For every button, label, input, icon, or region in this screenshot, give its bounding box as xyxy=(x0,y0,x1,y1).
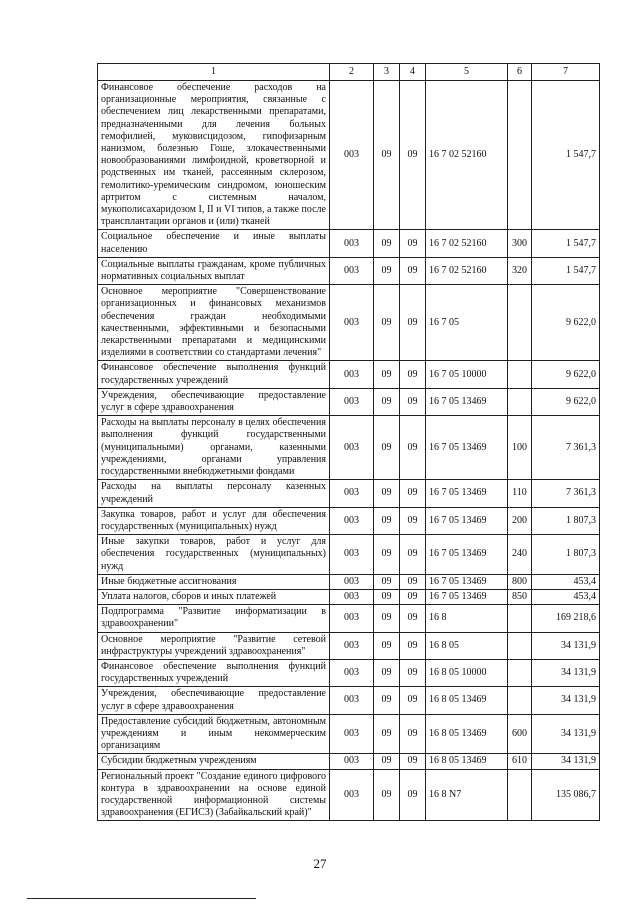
row-section-cell: 09 xyxy=(374,285,400,361)
row-section-cell: 09 xyxy=(374,230,400,257)
row-expense-type-cell: 600 xyxy=(508,714,532,754)
row-section-cell: 09 xyxy=(374,257,400,284)
row-subsection-cell: 09 xyxy=(400,754,426,769)
row-code-admin-cell: 003 xyxy=(330,754,374,769)
row-section-cell: 09 xyxy=(374,687,400,714)
row-expense-type-cell xyxy=(508,388,532,415)
row-section-cell: 09 xyxy=(374,480,400,507)
row-expense-type-cell xyxy=(508,81,532,230)
header-col-1: 1 xyxy=(98,64,330,81)
row-code-admin-cell: 003 xyxy=(330,605,374,632)
table-row xyxy=(98,632,600,659)
row-code-admin-cell: 003 xyxy=(330,285,374,361)
row-expense-type-cell xyxy=(508,769,532,821)
row-target-article-cell: 16 8 xyxy=(426,605,508,632)
row-name-cell: Расходы на выплаты персоналу казенных учреждений xyxy=(98,480,330,507)
row-code-admin-cell: 003 xyxy=(330,81,374,230)
row-target-article-cell: 16 8 05 13469 xyxy=(426,714,508,754)
row-expense-type-cell: 240 xyxy=(508,535,532,575)
row-target-article-cell: 16 7 05 13469 xyxy=(426,535,508,575)
row-target-article-cell: 16 8 N7 xyxy=(426,769,508,821)
table-row xyxy=(98,230,600,257)
row-amount-cell: 34 131,9 xyxy=(532,714,600,754)
row-amount-cell: 9 622,0 xyxy=(532,388,600,415)
row-code-admin-cell: 003 xyxy=(330,535,374,575)
row-name-cell: Основное мероприятие "Совершенствование организационных и финансовых механизмов обеспечения граждан необходимыми качественными, эффективными и безопасными лекарственными препаратами и медицинскими изделиями в соответствии со стандартами лечения" xyxy=(98,285,330,361)
header-col-2: 2 xyxy=(330,64,374,81)
header-col-6: 6 xyxy=(508,64,532,81)
row-name-cell: Субсидии бюджетным учреждениям xyxy=(98,754,330,769)
row-section-cell: 09 xyxy=(374,361,400,388)
row-amount-cell: 7 361,3 xyxy=(532,480,600,507)
row-amount-cell: 34 131,9 xyxy=(532,632,600,659)
row-section-cell: 09 xyxy=(374,416,400,480)
row-name-cell: Учреждения, обеспечивающие предоставление услуг в сфере здравоохранения xyxy=(98,388,330,415)
row-code-admin-cell: 003 xyxy=(330,507,374,534)
row-subsection-cell: 09 xyxy=(400,589,426,604)
row-subsection-cell: 09 xyxy=(400,659,426,686)
row-expense-type-cell xyxy=(508,659,532,686)
table-row xyxy=(98,714,600,754)
row-subsection-cell: 09 xyxy=(400,605,426,632)
header-col-4: 4 xyxy=(400,64,426,81)
row-expense-type-cell: 800 xyxy=(508,574,532,589)
row-expense-type-cell xyxy=(508,687,532,714)
row-amount-cell: 9 622,0 xyxy=(532,285,600,361)
row-section-cell: 09 xyxy=(374,388,400,415)
row-section-cell: 09 xyxy=(374,659,400,686)
table-row xyxy=(98,480,600,507)
row-name-cell: Региональный проект "Создание единого цифрового контура в здравоохранении на основе единой государственной информационной системы здравоохранения (ЕГИСЗ) (Забайкальский край)" xyxy=(98,769,330,821)
row-target-article-cell: 16 7 05 10000 xyxy=(426,361,508,388)
row-amount-cell: 453,4 xyxy=(532,574,600,589)
row-name-cell: Учреждения, обеспечивающие предоставление услуг в сфере здравоохранения xyxy=(98,687,330,714)
row-target-article-cell: 16 7 05 13469 xyxy=(426,574,508,589)
table-row xyxy=(98,285,600,361)
row-subsection-cell: 09 xyxy=(400,714,426,754)
row-subsection-cell: 09 xyxy=(400,687,426,714)
row-expense-type-cell xyxy=(508,632,532,659)
row-expense-type-cell: 320 xyxy=(508,257,532,284)
table-row xyxy=(98,507,600,534)
row-amount-cell: 1 807,3 xyxy=(532,535,600,575)
row-target-article-cell: 16 7 05 13469 xyxy=(426,480,508,507)
row-code-admin-cell: 003 xyxy=(330,632,374,659)
row-expense-type-cell xyxy=(508,605,532,632)
header-col-5: 5 xyxy=(426,64,508,81)
row-name-cell: Финансовое обеспечение расходов на организационные мероприятия, связанные с обеспечением лиц лекарственными препаратами, предназначенными для лечения больных гемофилией, муковисцидозом, гипофизарным нанизмом, болезнью Гоше, злокачественными новообразованиями лимфоидной, кроветворной и родственных им тканей, рассеянным склерозом, гемолитико-уремическим синдромом, юношеским артритом с системным началом, мукополисахаридозом I, II и VI типов, а также после трансплантации органов и (или) тканей xyxy=(98,81,330,230)
row-section-cell: 09 xyxy=(374,81,400,230)
row-amount-cell: 34 131,9 xyxy=(532,754,600,769)
footer-divider xyxy=(27,898,256,899)
table-row xyxy=(98,535,600,575)
row-subsection-cell: 09 xyxy=(400,388,426,415)
row-expense-type-cell: 200 xyxy=(508,507,532,534)
row-target-article-cell: 16 7 05 13469 xyxy=(426,388,508,415)
row-name-cell: Финансовое обеспечение выполнения функций государственных учреждений xyxy=(98,361,330,388)
table-row xyxy=(98,361,600,388)
row-code-admin-cell: 003 xyxy=(330,714,374,754)
row-subsection-cell: 09 xyxy=(400,769,426,821)
row-name-cell: Финансовое обеспечение выполнения функций государственных учреждений xyxy=(98,659,330,686)
row-target-article-cell: 16 7 05 13469 xyxy=(426,589,508,604)
row-code-admin-cell: 003 xyxy=(330,480,374,507)
row-amount-cell: 1 807,3 xyxy=(532,507,600,534)
row-code-admin-cell: 003 xyxy=(330,257,374,284)
row-section-cell: 09 xyxy=(374,769,400,821)
row-section-cell: 09 xyxy=(374,574,400,589)
document-page xyxy=(97,63,599,821)
row-expense-type-cell: 110 xyxy=(508,480,532,507)
row-subsection-cell: 09 xyxy=(400,480,426,507)
row-name-cell: Основное мероприятие "Развитие сетевой инфраструктуры учреждений здравоохранения" xyxy=(98,632,330,659)
table-row xyxy=(98,574,600,589)
row-amount-cell: 34 131,9 xyxy=(532,659,600,686)
table-row xyxy=(98,769,600,821)
row-target-article-cell: 16 8 05 10000 xyxy=(426,659,508,686)
row-section-cell: 09 xyxy=(374,589,400,604)
row-target-article-cell: 16 8 05 xyxy=(426,632,508,659)
row-amount-cell: 7 361,3 xyxy=(532,416,600,480)
table-row xyxy=(98,605,600,632)
row-expense-type-cell xyxy=(508,361,532,388)
row-name-cell: Расходы на выплаты персоналу в целях обеспечения выполнения функций государственными (муниципальными) органами, казенными учреждениями, органами управления государственными внебюджетными фондами xyxy=(98,416,330,480)
row-target-article-cell: 16 7 05 13469 xyxy=(426,416,508,480)
row-name-cell: Иные закупки товаров, работ и услуг для обеспечения государственных (муниципальных) нужд xyxy=(98,535,330,575)
row-subsection-cell: 09 xyxy=(400,361,426,388)
row-amount-cell: 135 086,7 xyxy=(532,769,600,821)
row-section-cell: 09 xyxy=(374,754,400,769)
row-target-article-cell: 16 8 05 13469 xyxy=(426,754,508,769)
row-expense-type-cell: 610 xyxy=(508,754,532,769)
row-target-article-cell: 16 7 02 52160 xyxy=(426,257,508,284)
row-subsection-cell: 09 xyxy=(400,507,426,534)
row-target-article-cell: 16 7 02 52160 xyxy=(426,230,508,257)
row-amount-cell: 9 622,0 xyxy=(532,361,600,388)
row-subsection-cell: 09 xyxy=(400,285,426,361)
row-subsection-cell: 09 xyxy=(400,535,426,575)
row-code-admin-cell: 003 xyxy=(330,361,374,388)
table-body xyxy=(98,81,600,821)
table-row xyxy=(98,659,600,686)
row-code-admin-cell: 003 xyxy=(330,574,374,589)
row-target-article-cell: 16 7 05 xyxy=(426,285,508,361)
row-code-admin-cell: 003 xyxy=(330,416,374,480)
header-col-3: 3 xyxy=(374,64,400,81)
table-row xyxy=(98,589,600,604)
row-target-article-cell: 16 7 02 52160 xyxy=(426,81,508,230)
row-amount-cell: 34 131,9 xyxy=(532,687,600,714)
row-amount-cell: 169 218,6 xyxy=(532,605,600,632)
row-subsection-cell: 09 xyxy=(400,632,426,659)
row-name-cell: Социальное обеспечение и иные выплаты населению xyxy=(98,230,330,257)
row-section-cell: 09 xyxy=(374,714,400,754)
table-row xyxy=(98,754,600,769)
page-number: 27 xyxy=(313,856,327,871)
row-target-article-cell: 16 8 05 13469 xyxy=(426,687,508,714)
row-name-cell: Иные бюджетные ассигнования xyxy=(98,574,330,589)
row-name-cell: Социальные выплаты гражданам, кроме публичных нормативных социальных выплат xyxy=(98,257,330,284)
table-row xyxy=(98,687,600,714)
table-row xyxy=(98,388,600,415)
row-section-cell: 09 xyxy=(374,632,400,659)
row-code-admin-cell: 003 xyxy=(330,388,374,415)
row-expense-type-cell xyxy=(508,285,532,361)
row-amount-cell: 1 547,7 xyxy=(532,81,600,230)
row-name-cell: Уплата налогов, сборов и иных платежей xyxy=(98,589,330,604)
row-expense-type-cell: 100 xyxy=(508,416,532,480)
row-subsection-cell: 09 xyxy=(400,81,426,230)
row-name-cell: Предоставление субсидий бюджетным, автономным учреждениям и иным некоммерческим организациям xyxy=(98,714,330,754)
header-row xyxy=(98,64,600,81)
row-target-article-cell: 16 7 05 13469 xyxy=(426,507,508,534)
row-subsection-cell: 09 xyxy=(400,416,426,480)
row-amount-cell: 1 547,7 xyxy=(532,257,600,284)
row-code-admin-cell: 003 xyxy=(330,659,374,686)
row-amount-cell: 453,4 xyxy=(532,589,600,604)
table-row xyxy=(98,81,600,230)
row-subsection-cell: 09 xyxy=(400,574,426,589)
row-code-admin-cell: 003 xyxy=(330,230,374,257)
table-row xyxy=(98,416,600,480)
row-subsection-cell: 09 xyxy=(400,257,426,284)
header-col-7: 7 xyxy=(532,64,600,81)
table-row xyxy=(98,257,600,284)
row-amount-cell: 1 547,7 xyxy=(532,230,600,257)
row-code-admin-cell: 003 xyxy=(330,687,374,714)
budget-table xyxy=(97,63,600,821)
row-expense-type-cell: 850 xyxy=(508,589,532,604)
row-section-cell: 09 xyxy=(374,507,400,534)
row-expense-type-cell: 300 xyxy=(508,230,532,257)
row-code-admin-cell: 003 xyxy=(330,769,374,821)
row-code-admin-cell: 003 xyxy=(330,589,374,604)
row-subsection-cell: 09 xyxy=(400,230,426,257)
row-section-cell: 09 xyxy=(374,535,400,575)
row-name-cell: Закупка товаров, работ и услуг для обеспечения государственных (муниципальных) нужд xyxy=(98,507,330,534)
row-section-cell: 09 xyxy=(374,605,400,632)
row-name-cell: Подпрограмма "Развитие информатизации в здравоохранении" xyxy=(98,605,330,632)
